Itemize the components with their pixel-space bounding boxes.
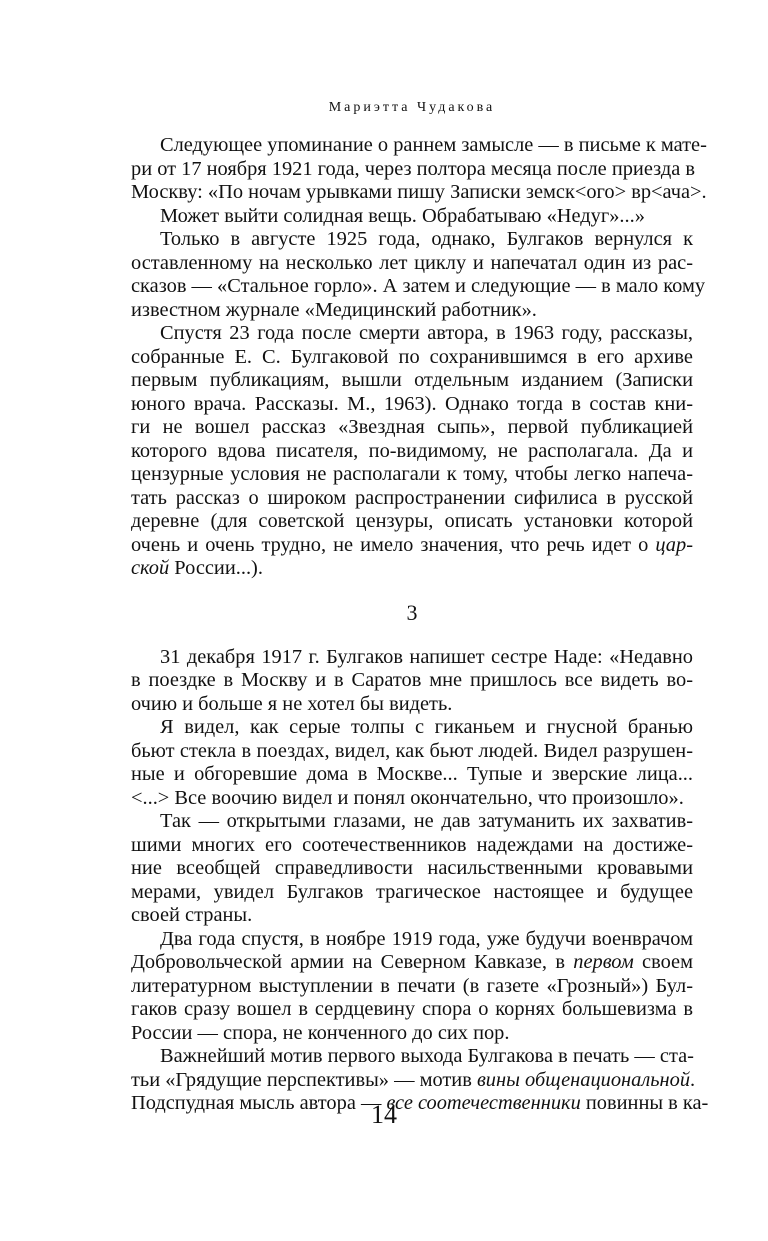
text-line [131, 951, 693, 975]
text-run: Следующее упоминание о раннем замысле — в письме к мате- [160, 134, 707, 156]
text-run: которого вдова писателя, по-видимому, не располагала. Да и [131, 439, 693, 462]
text-run: литературном выступлении в печати (в газете «Грозный») Бул- [131, 974, 693, 997]
page-number: 14 [371, 1100, 397, 1129]
text-run: деревне (для советской цензуры, описать установки которой [131, 510, 693, 532]
text-run: цензурные условия не располагали к тому, чтобы легко напеча- [131, 463, 693, 485]
italic-text: ской [131, 557, 170, 579]
text-run: ние всеобщей справедливости насильственными кровавыми [131, 857, 693, 879]
text-line [131, 975, 693, 999]
text-run: очию и больше я не хотел бы видеть. [131, 692, 453, 715]
text-line [131, 487, 693, 511]
section-number: 3 [406, 599, 418, 625]
text-line [131, 299, 693, 323]
text-line [131, 557, 693, 581]
text-run: Спустя 23 года после смерти автора, в 1963 году, рассказы, [160, 322, 693, 344]
text-line [131, 181, 707, 205]
running-head: Мариэтта Чудакова [328, 100, 496, 115]
text-run: <...> Все воочию видел и понял окончательно, что произошло». [131, 786, 684, 809]
text-line [131, 740, 693, 764]
text-line [131, 881, 693, 905]
text-run: Подспудная мысль автора — [131, 1092, 387, 1114]
text-run: гаков сразу вошел в сердцевину спора о корнях большевизма в [131, 998, 693, 1020]
text-run: . [690, 1068, 696, 1091]
text-line [131, 510, 693, 534]
text-line [131, 393, 693, 417]
text-run: юного врача. Рассказы. М., 1963). Однако тогда в состав кни- [131, 392, 693, 415]
text-line [131, 1022, 693, 1046]
text-line [131, 716, 693, 740]
italic-text: вины общенациональной [476, 1068, 691, 1091]
text-run: ные и обгоревшие дома в Москве... Тупые и зверские лица... [131, 763, 693, 785]
text-run: повинны в ка- [580, 1092, 709, 1114]
text-line [131, 763, 693, 787]
text-run: Только в августе 1925 года, однако, Булгаков вернулся к [160, 228, 693, 250]
text-run: в поездке в Москву и в Саратов мне пришлось все видеть во- [131, 669, 693, 691]
text-run: сказов — «Стальное горло». А затем и следующие — в мало кому [131, 275, 706, 297]
text-run: Добровольческой армии на Северном Кавказе, в [131, 951, 574, 973]
text-run: 31 декабря 1917 г. Булгаков напишет сестре Наде: «Недавно [160, 645, 693, 668]
text-line [131, 463, 693, 487]
text-line [131, 416, 693, 440]
text-line [131, 646, 693, 670]
text-run: своей страны. [131, 904, 253, 926]
text-run: Так — открытыми глазами, не дав затуманить их захватив- [160, 810, 693, 832]
text-run: Я видел, как серые толпы с гиканьем и гнусной бранью [160, 716, 693, 738]
text-line [131, 252, 693, 276]
text-line [131, 440, 693, 464]
text-run: шими многих его соотечественников надеждами на достиже- [131, 833, 693, 856]
text-run: оставленному на несколько лет циклу и напечатал один из рас- [131, 251, 693, 274]
text-run: мерами, увидел Булгаков трагическое настоящее и будущее [131, 880, 693, 903]
text-line [131, 322, 693, 346]
text-line [131, 693, 693, 717]
text-run: тать рассказ о широком распространении сифилиса в русской [131, 486, 693, 509]
text-line [131, 787, 693, 811]
text-line [131, 228, 693, 252]
text-line [131, 834, 693, 858]
italic-text: цар- [655, 533, 693, 556]
text-line [131, 134, 707, 158]
text-line [131, 904, 693, 928]
text-run: Важнейший мотив первого выхода Булгакова в печать — ста- [160, 1045, 694, 1067]
text-line [131, 928, 693, 952]
text-run: Москву: «По ночам урывками пишу Записки земск<ого> вр<ача>. [131, 181, 707, 203]
text-line [131, 1045, 693, 1069]
text-line [131, 369, 693, 393]
text-run: своем [633, 951, 693, 973]
text-line [131, 998, 693, 1022]
italic-text: первом [573, 951, 634, 973]
italic-text: все соотечественники [386, 1092, 581, 1114]
text-run: России...). [169, 557, 263, 579]
text-line [131, 158, 693, 182]
text-run: тьи «Грядущие перспективы» — мотив [131, 1068, 477, 1091]
text-line [131, 810, 693, 834]
text-run: ри от 17 ноября 1921 года, через полтора месяца после приезда в [131, 157, 695, 180]
page-body [131, 100, 709, 1116]
text-block-1 [131, 134, 707, 581]
text-run: собранные Е. С. Булгаковой по сохранившимся в его архиве [131, 345, 693, 368]
text-run: очень и очень трудно, не имело значения, что речь идет о [131, 533, 656, 556]
text-line [131, 1068, 696, 1093]
text-line [131, 534, 693, 558]
text-line [131, 275, 706, 299]
text-line [131, 669, 693, 693]
text-run: бьют стекла в поездах, видел, как бьют людей. Видел разрушен- [131, 739, 693, 762]
text-run: Может выйти солидная вещь. Обрабатываю «Недуг»...» [160, 204, 645, 227]
text-line [131, 205, 693, 229]
text-block-2 [131, 645, 709, 1116]
text-run: ги не вошел рассказ «Звездная сыпь», первой публикацией [131, 416, 693, 438]
text-run: первым публикациям, вышли отдельным изданием (Записки [131, 369, 693, 391]
text-line [131, 857, 693, 881]
text-run: России — спора, не конченного до сих пор. [131, 1021, 510, 1044]
text-run: Два года спустя, в ноябре 1919 года, уже будучи военврачом [160, 927, 693, 950]
text-line [131, 346, 693, 370]
text-run: известном журнале «Медицинский работник». [131, 298, 537, 321]
